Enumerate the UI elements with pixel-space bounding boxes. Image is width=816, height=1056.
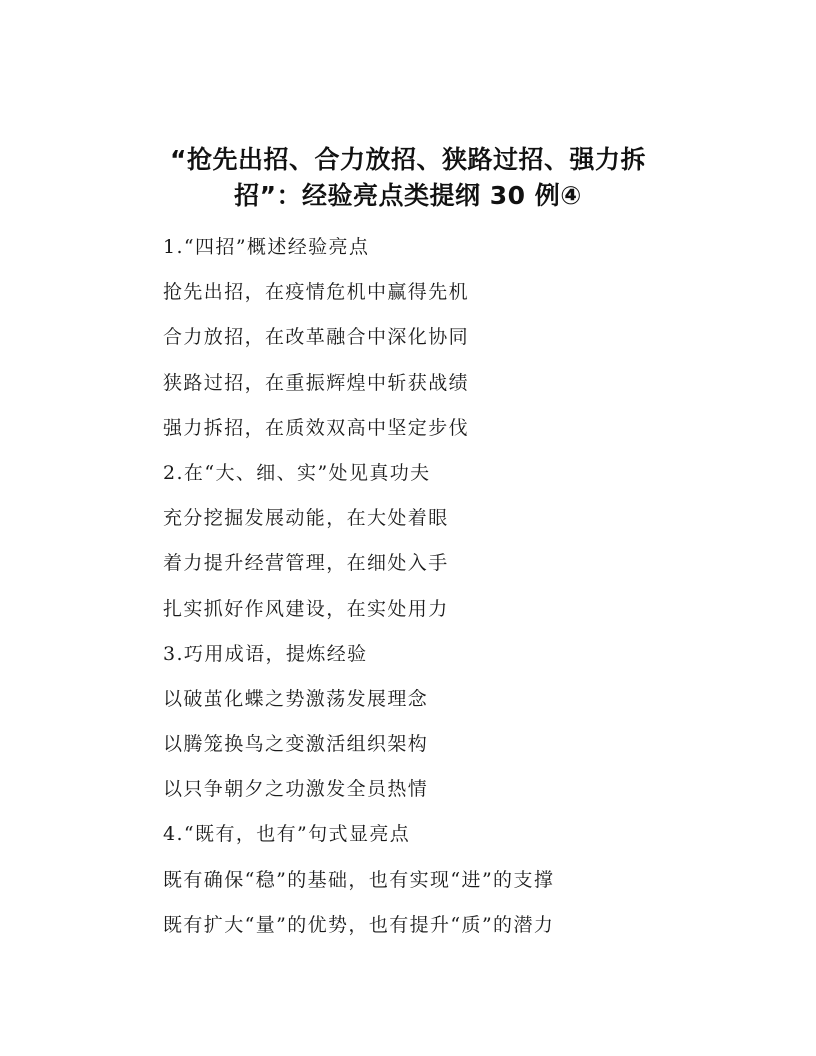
body-line: 狭路过招，在重振辉煌中斩获战绩 (163, 371, 470, 394)
body-line: 以破茧化蝶之势激荡发展理念 (163, 687, 429, 710)
document-body (163, 228, 723, 951)
title-line-1: “抢先出招、合力放招、狭路过招、强力拆 (170, 145, 646, 174)
body-line: 既有确保“稳”的基础，也有实现“进”的支撑 (163, 868, 555, 891)
section-heading-4: 4.“既有，也有”句式显亮点 (163, 823, 411, 846)
body-line: 既有扩大“量”的优势，也有提升“质”的潜力 (163, 913, 555, 936)
body-line: 以腾笼换鸟之变激活组织架构 (163, 733, 429, 756)
body-line: 强力拆招，在质效双高中坚定步伐 (163, 416, 470, 439)
section-heading-3: 3.巧用成语，提炼经验 (163, 642, 368, 665)
document-title (100, 142, 716, 214)
body-line: 着力提升经营管理，在细处入手 (163, 552, 449, 575)
title-line-2: 招”：经验亮点类提纲 30 例④ (234, 181, 582, 210)
body-line: 以只争朝夕之功激发全员热情 (163, 778, 429, 801)
body-line: 合力放招，在改革融合中深化协同 (163, 326, 470, 349)
body-line: 扎实抓好作风建设，在实处用力 (163, 597, 449, 620)
body-line: 充分挖掘发展动能，在大处着眼 (163, 507, 449, 530)
body-line: 抢先出招，在疫情危机中赢得先机 (163, 281, 470, 304)
section-heading-2: 2.在“大、细、实”处见真功夫 (163, 461, 431, 484)
section-heading-1: 1.“四招”概述经验亮点 (163, 236, 370, 258)
